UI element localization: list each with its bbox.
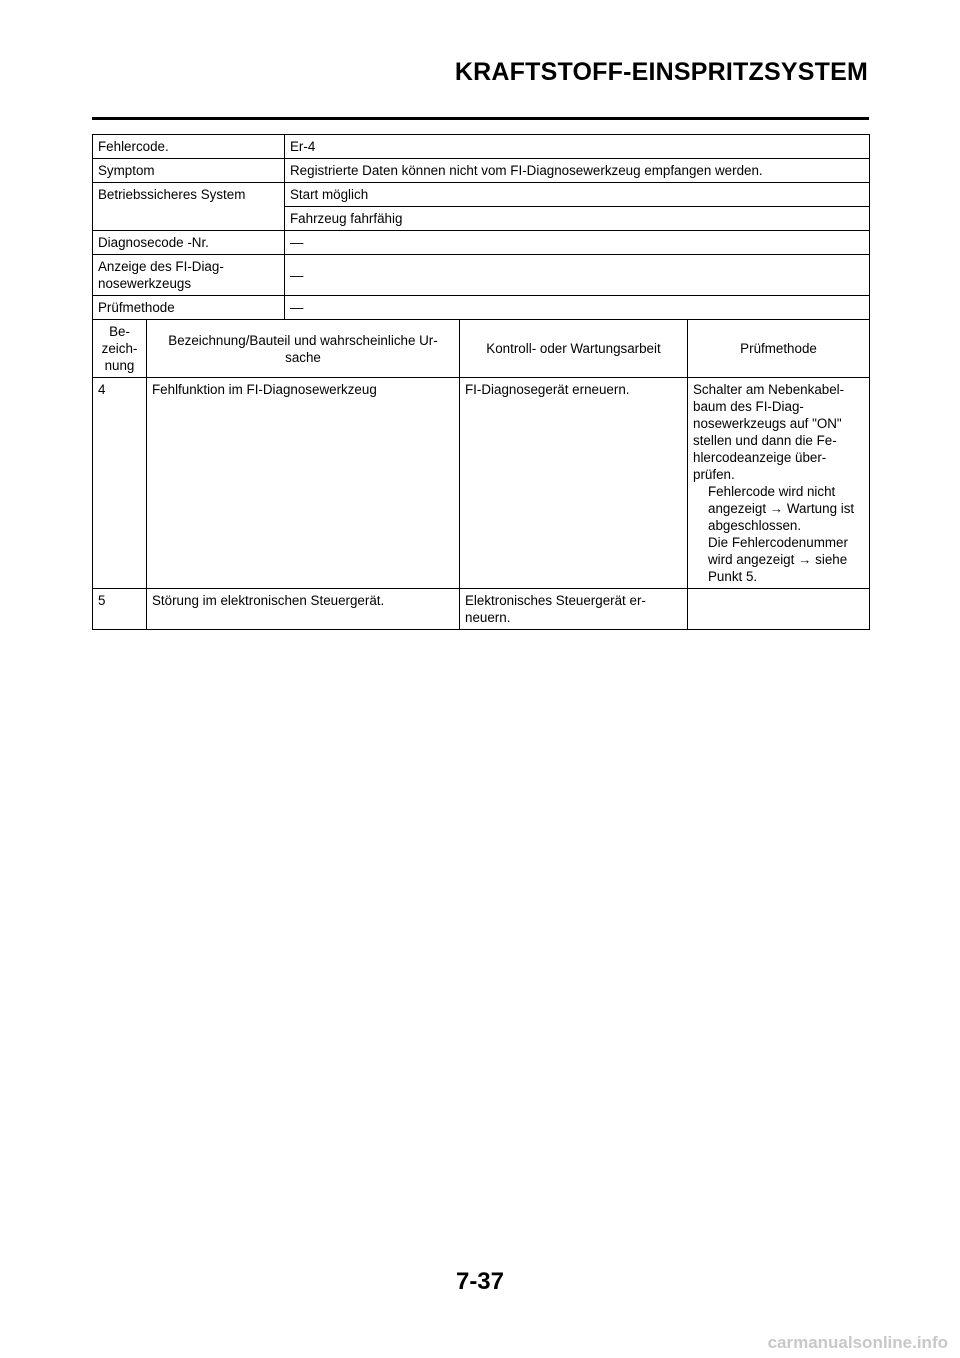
col2-line2: sache: [285, 349, 321, 365]
method-sub-line: Fehlercode wird nicht: [708, 484, 836, 499]
method-sub-line: abgeschlossen.: [708, 518, 802, 533]
pruef-value: —: [285, 296, 870, 320]
column-header-row: [93, 320, 870, 378]
anzeige-value: —: [285, 255, 870, 296]
table-row: [93, 378, 870, 589]
row-cause: Störung im elektronischen Steuergerät.: [147, 589, 460, 630]
row-number: 4: [93, 378, 147, 589]
anzeige-label: [93, 255, 285, 296]
anzeige-label-line1: Anzeige des FI-Diag-: [98, 259, 224, 274]
row-fehlercode: [93, 135, 870, 159]
method-sub-line: wird angezeigt → siehe: [708, 552, 848, 567]
row-diagnosecode: [93, 231, 870, 255]
fehlercode-label: Fehlercode.: [93, 135, 285, 159]
anzeige-label-line2: nosewerkzeugs: [98, 276, 192, 291]
symptom-value: Registrierte Daten können nicht vom FI-Diagnosewerkzeug empfangen werden.: [285, 159, 870, 183]
row-method: [688, 378, 870, 589]
fehlercode-value: Er-4: [285, 135, 870, 159]
col2-line1: Bezeichnung/Bauteil und wahrscheinliche Ur-: [168, 332, 438, 348]
method-line: prüfen.: [693, 467, 735, 482]
method-line: nosewerkzeugs auf "ON": [693, 416, 842, 431]
col1-line3: nung: [104, 358, 135, 373]
method-line: hlercodeanzeige über-: [693, 450, 827, 465]
page-number: 7-37: [455, 1268, 505, 1295]
row-pruefmethode: [93, 296, 870, 320]
diagnosis-table: [92, 134, 870, 630]
row-anzeige: [93, 255, 870, 296]
row-betrieb: [93, 183, 870, 207]
row-action: [460, 589, 688, 630]
action-line: neuern.: [465, 610, 511, 625]
method-line: stellen und dann die Fe-: [693, 433, 837, 448]
method-sub-line: angezeigt → Wartung ist: [708, 501, 855, 516]
method-line: Schalter am Nebenkabel-: [693, 382, 845, 397]
betrieb-value-start: Start möglich: [285, 183, 870, 207]
method-line: baum des FI-Diag-: [693, 399, 804, 414]
col1-line1: Be-: [109, 324, 130, 339]
symptom-label: Symptom: [93, 159, 285, 183]
betrieb-label: Betriebssicheres System: [93, 183, 285, 231]
page-title: KRAFTSTOFF-EINSPRITZSYSTEM: [454, 58, 868, 86]
row-number: 5: [93, 589, 147, 630]
col-header-method: Prüfmethode: [688, 320, 870, 378]
row-action: FI-Diagnosegerät erneuern.: [460, 378, 688, 589]
betrieb-value-fahrzeug: Fahrzeug fahrfähig: [285, 207, 870, 231]
method-sub-line: Punkt 5.: [708, 569, 758, 584]
row-symptom: [93, 159, 870, 183]
title-divider: [92, 117, 869, 120]
col1-line2: zeich-: [101, 341, 138, 356]
row-cause: Fehlfunktion im FI-Diagnosewerkzeug: [147, 378, 460, 589]
col-header-bezeichnung: [93, 320, 147, 378]
row-method: [688, 589, 870, 630]
diagnose-value: —: [285, 231, 870, 255]
col-header-action: Kontroll- oder Wartungsarbeit: [460, 320, 688, 378]
table-row: [93, 589, 870, 630]
action-line: Elektronisches Steuergerät er-: [465, 593, 646, 608]
pruef-label: Prüfmethode: [93, 296, 285, 320]
col-header-cause: [147, 320, 460, 378]
watermark: carmanualsonline.info: [767, 1333, 948, 1352]
method-sub-line: Die Fehlercodenummer: [708, 535, 848, 550]
diagnose-label: Diagnosecode -Nr.: [93, 231, 285, 255]
